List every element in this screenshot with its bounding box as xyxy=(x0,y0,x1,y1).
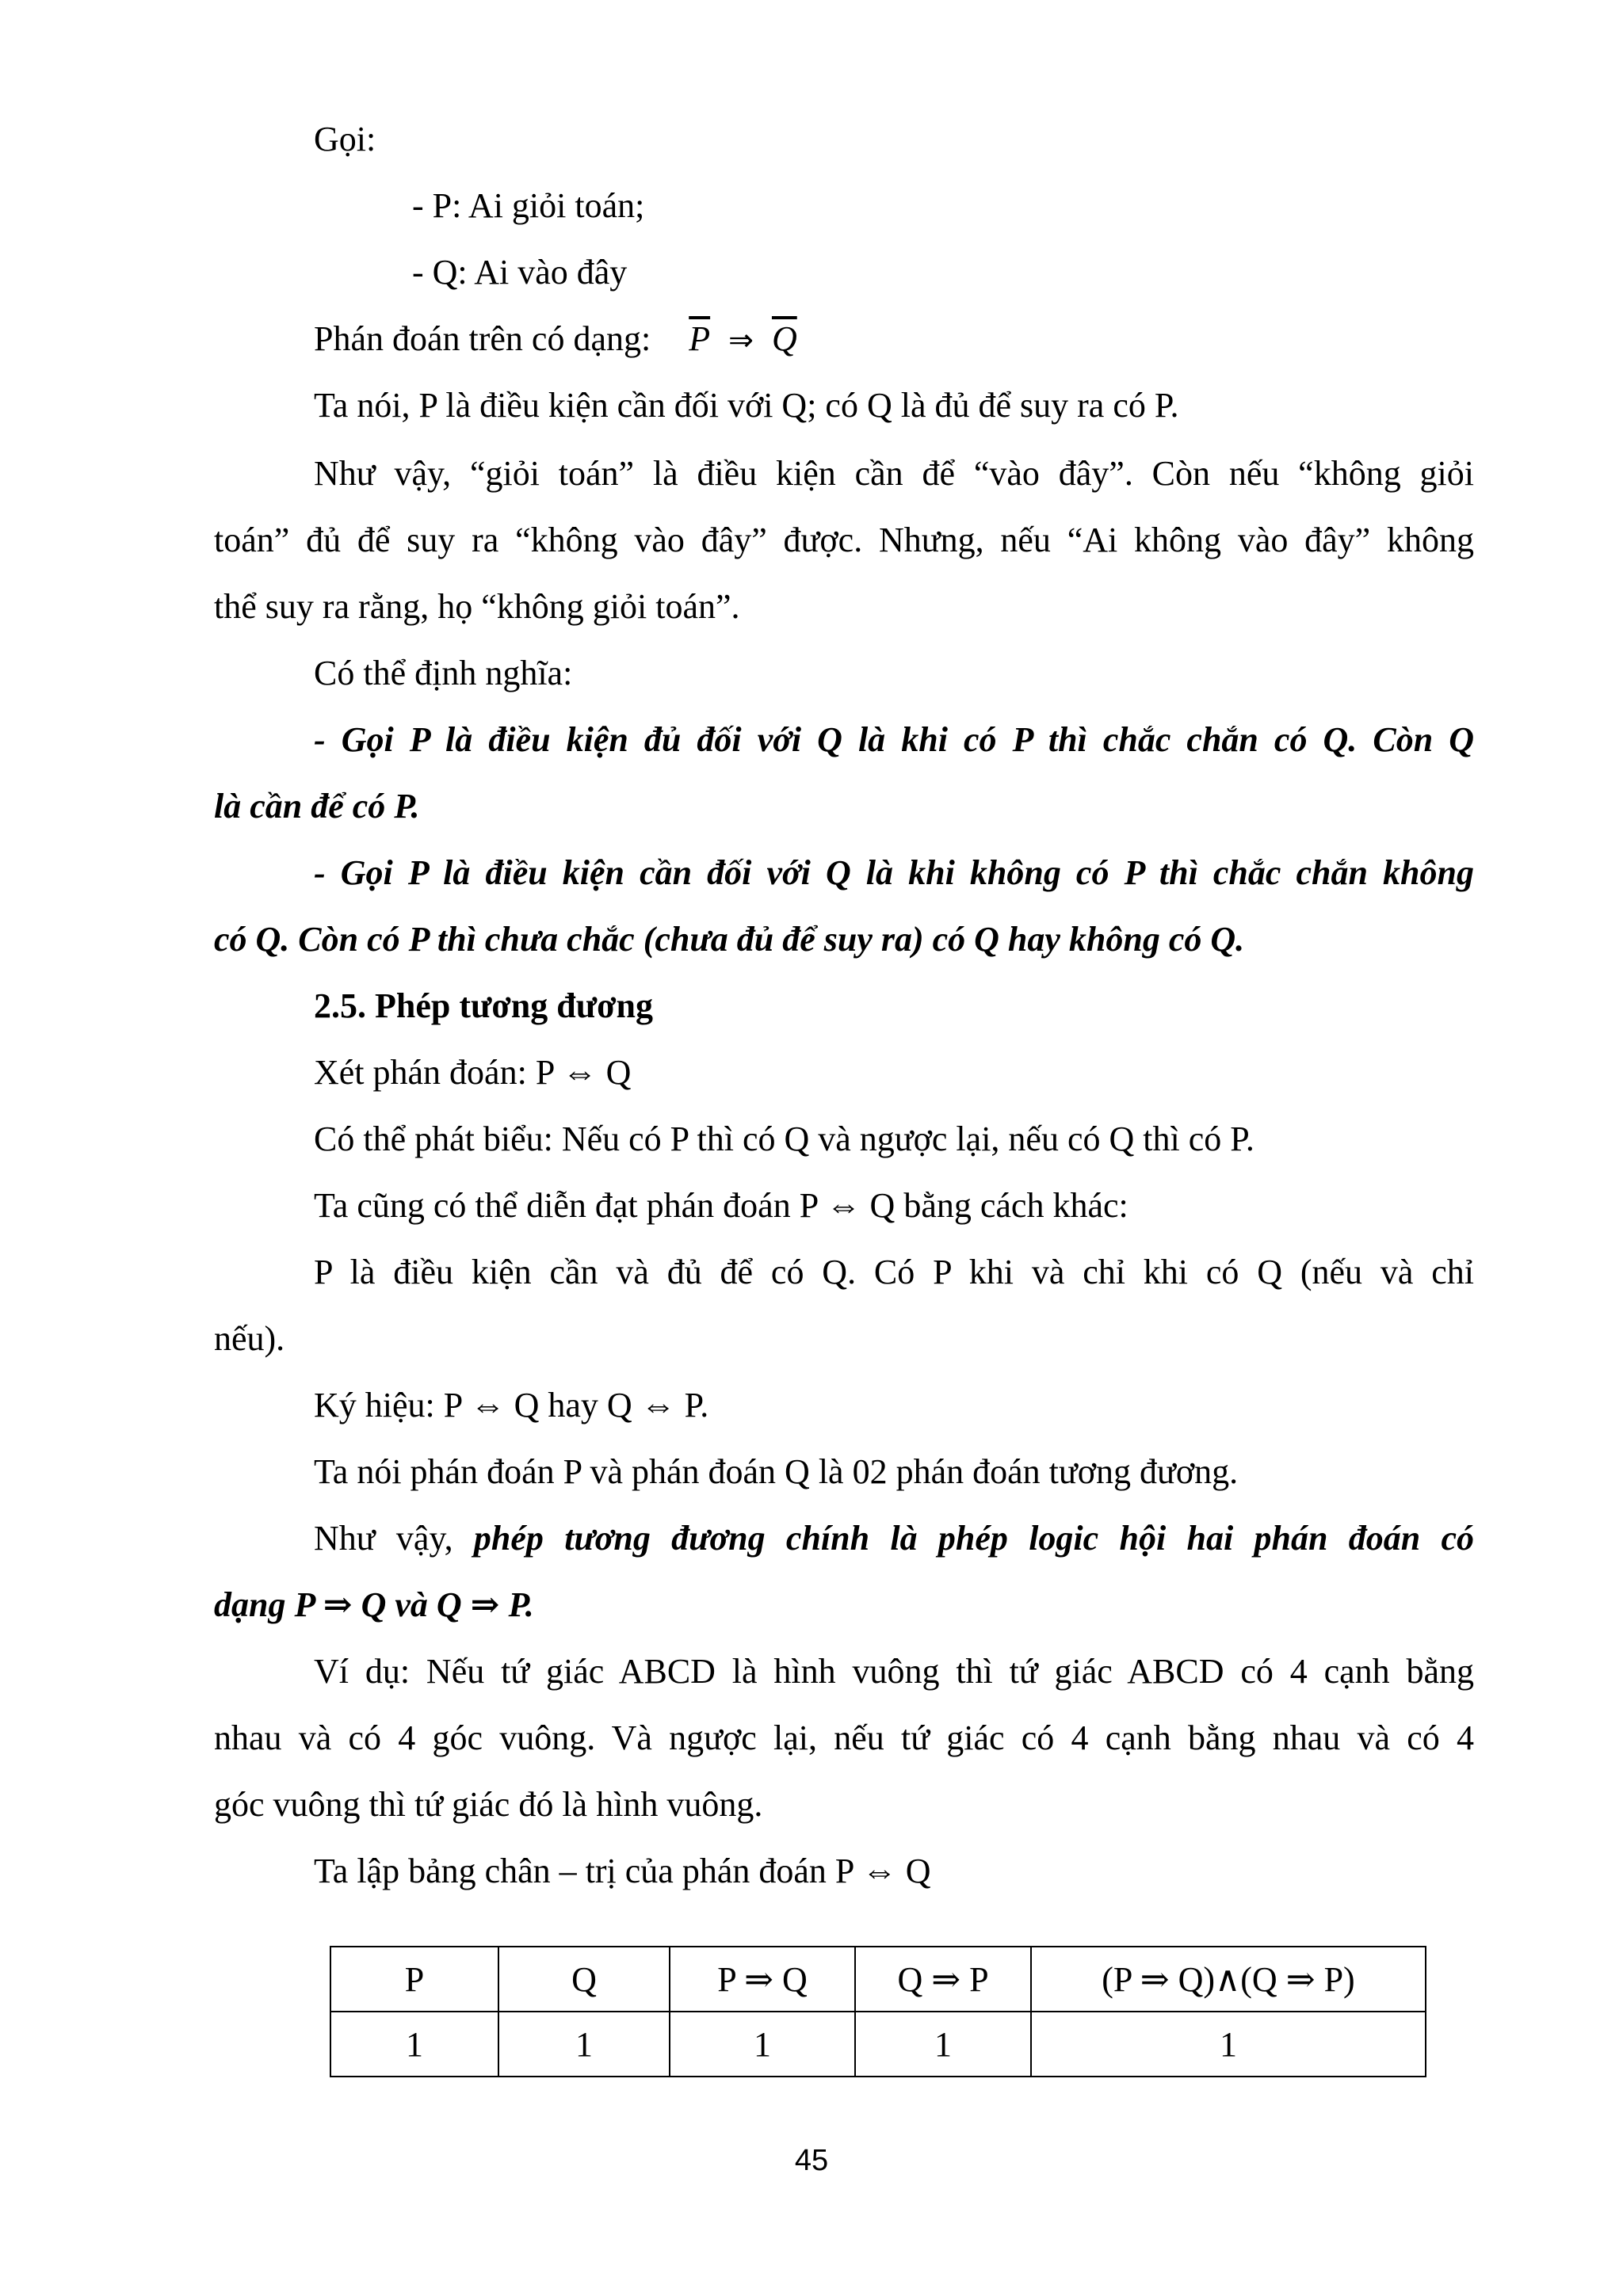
implies-symbol: ⇒ xyxy=(728,322,754,357)
table-row xyxy=(330,2012,1426,2077)
text-line: Xét phán đoán: P ⇔ Q xyxy=(314,1053,632,1092)
text-line: Gọi: xyxy=(314,120,376,158)
table-header-cell: P ⇒ Q xyxy=(670,1947,855,2012)
text-line: Ta cũng có thể diễn đạt phán đoán P ⇔ Q bằng cách khác: xyxy=(314,1186,1128,1225)
table-cell: 1 xyxy=(855,2012,1031,2077)
table-cell: 1 xyxy=(498,2012,670,2077)
table-header-cell: (P ⇒ Q)∧(Q ⇒ P) xyxy=(1031,1947,1426,2012)
definition-line: - Gọi P là điều kiện cần đối với Q là khi không có P thì chắc chắn không xyxy=(314,853,1474,892)
text-line: nếu). xyxy=(214,1319,285,1358)
text-line: thể suy ra rằng, họ “không giỏi toán”. xyxy=(214,587,740,626)
text-line: Ta lập bảng chân – trị của phán đoán P ⇔ Q xyxy=(314,1852,931,1890)
truth-table xyxy=(330,1946,1426,2077)
definition-line: có Q. Còn có P thì chưa chắc (chưa đủ để suy ra) có Q hay không có Q. xyxy=(214,920,1245,959)
definition-line: - Gọi P là điều kiện đủ đối với Q là khi có P thì chắc chắn có Q. Còn Q xyxy=(314,720,1474,759)
text-line: nhau và có 4 góc vuông. Và ngược lại, nếu tứ giác có 4 cạnh bằng nhau và có 4 xyxy=(214,1718,1474,1757)
emphasis-span: phép tương đương chính là phép logic hội hai phán đoán có xyxy=(473,1519,1475,1558)
text-line: Có thể định nghĩa: xyxy=(314,654,573,692)
text-line: Ký hiệu: P ⇔ Q hay Q ⇔ P. xyxy=(314,1386,709,1425)
text-line: - Q: Ai vào đây xyxy=(412,253,628,292)
table-cell: 1 xyxy=(1031,2012,1426,2077)
formula-intro: Phán đoán trên có dạng: xyxy=(314,319,651,358)
table-header-cell: P xyxy=(330,1947,498,2012)
text-line: Có thể phát biểu: Nếu có P thì có Q và ngược lại, nếu có Q thì có P. xyxy=(314,1119,1254,1158)
text-line: - P: Ai giỏi toán; xyxy=(412,186,645,225)
text-line: góc vuông thì tứ giác đó là hình vuông. xyxy=(214,1785,763,1824)
table-header-row xyxy=(330,1947,1426,2012)
text-line: Như vậy, “giỏi toán” là điều kiện cần để “vào đây”. Còn nếu “không giỏi xyxy=(314,454,1474,493)
text-line: toán” đủ để suy ra “không vào đây” được. Nhưng, nếu “Ai không vào đây” không xyxy=(214,521,1474,559)
section-heading: 2.5. Phép tương đương xyxy=(314,986,653,1025)
text-line: Ta nói phán đoán P và phán đoán Q là 02 phán đoán tương đương. xyxy=(314,1452,1239,1491)
text-line: Ví dụ: Nếu tứ giác ABCD là hình vuông thì tứ giác ABCD có 4 cạnh bằng xyxy=(314,1652,1474,1691)
not-p-symbol: $\overline{P}$ xyxy=(689,319,711,358)
emphasis-line: dạng P ⇒ Q và Q ⇒ P. xyxy=(214,1585,534,1624)
table-header-cell: Q xyxy=(498,1947,670,2012)
page-number: 45 xyxy=(794,2144,829,2177)
text-line: P là điều kiện cần và đủ để có Q. Có P khi và chỉ khi có Q (nếu và chỉ xyxy=(314,1253,1474,1291)
text-line xyxy=(314,1516,1474,1561)
table-cell: 1 xyxy=(330,2012,498,2077)
table-header-cell: Q ⇒ P xyxy=(855,1947,1031,2012)
table-cell: 1 xyxy=(670,2012,855,2077)
definition-line: là cần để có P. xyxy=(214,787,420,826)
text-line: Ta nói, P là điều kiện cần đối với Q; có Q là đủ để suy ra có P. xyxy=(314,386,1179,425)
formula-line xyxy=(314,317,797,362)
not-q-symbol: $\overline{Q}$ xyxy=(771,319,797,358)
text-span: Như vậy, xyxy=(314,1519,474,1558)
